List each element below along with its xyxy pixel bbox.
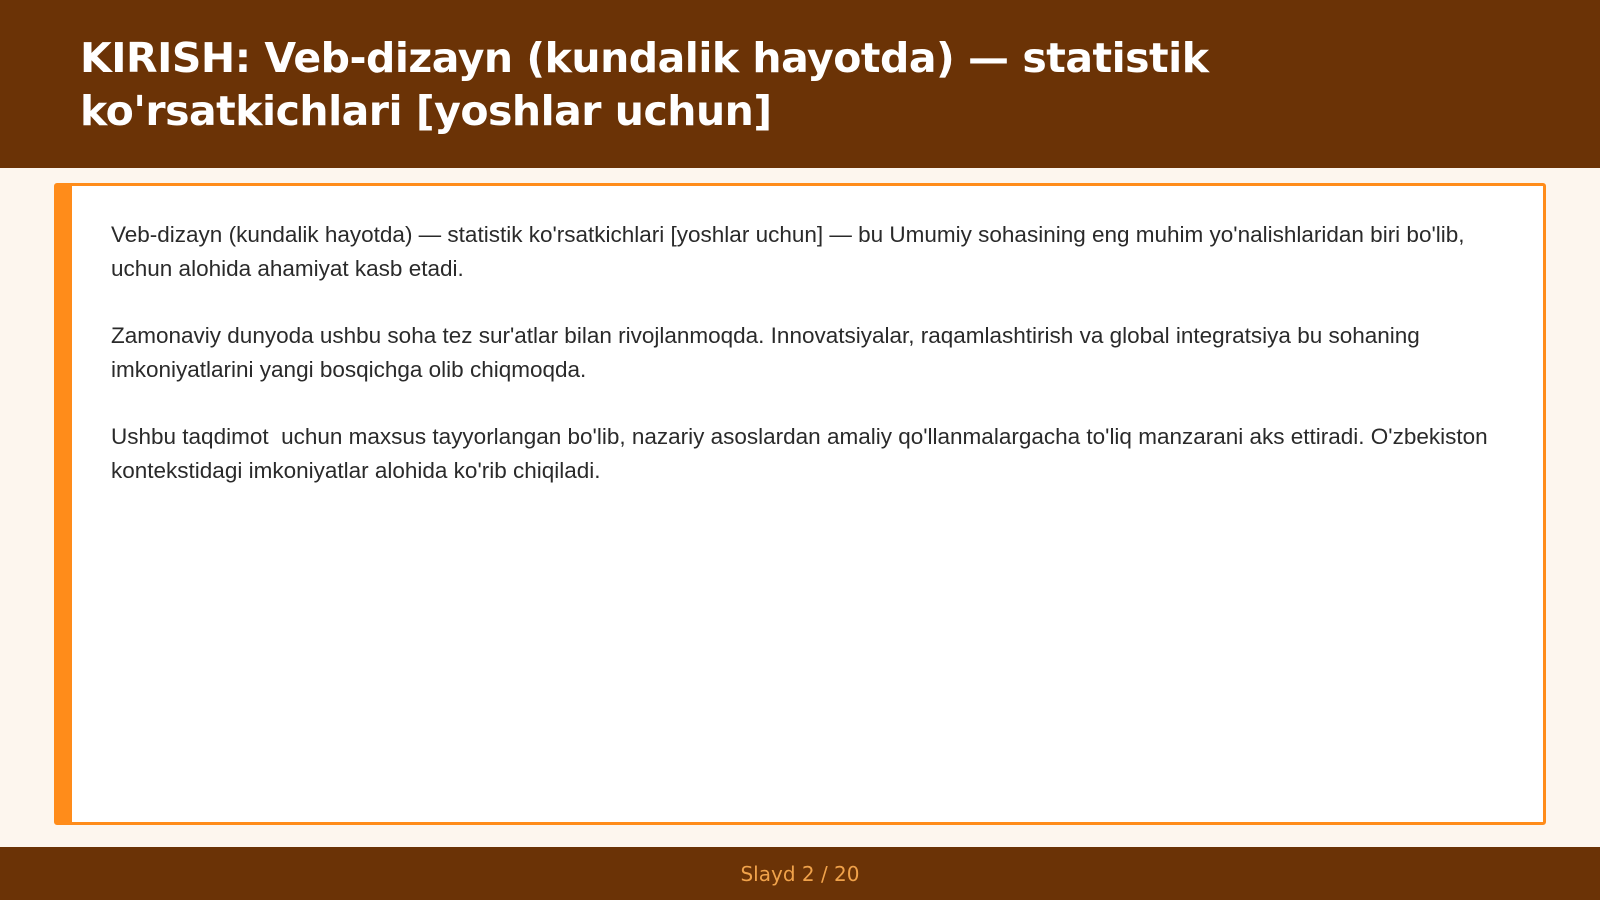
presentation-purpose-paragraph: Ushbu taqdimot uchun maxsus tayyorlangan bo'lib, nazariy asoslardan amaliy qo'llanmalargacha to'liq manzarani aks ettiradi. O'zbekiston kontekstidagi imkoniyatlar alohida ko'rib chiqiladi. bbox=[111, 424, 1494, 483]
slide-title: KIRISH: Veb-dizayn (kundalik hayotda) — statistik ko'rsatkichlari [yoshlar uchun] bbox=[80, 34, 1209, 135]
content-card bbox=[54, 183, 1546, 825]
intro-paragraph: Veb-dizayn (kundalik hayotda) — statistik ko'rsatkichlari [yoshlar uchun] — bu Umumiy sohasining eng muhim yo'nalishlaridan biri bo'lib, uchun alohida ahamiyat kasb etadi. bbox=[111, 222, 1478, 281]
slide-footer bbox=[0, 847, 1600, 900]
slide-number: Slayd 2 / 20 bbox=[740, 861, 860, 886]
modern-world-paragraph: Zamonaviy dunyoda ushbu soha tez sur'atlar bilan rivojlanmoqda. Innovatsiyalar, raqamlashtirish va global integratsiya bu sohaning imkoniyatlarini yangi bosqichga olib chiqmoqda. bbox=[111, 323, 1427, 382]
slide-header bbox=[0, 0, 1600, 168]
